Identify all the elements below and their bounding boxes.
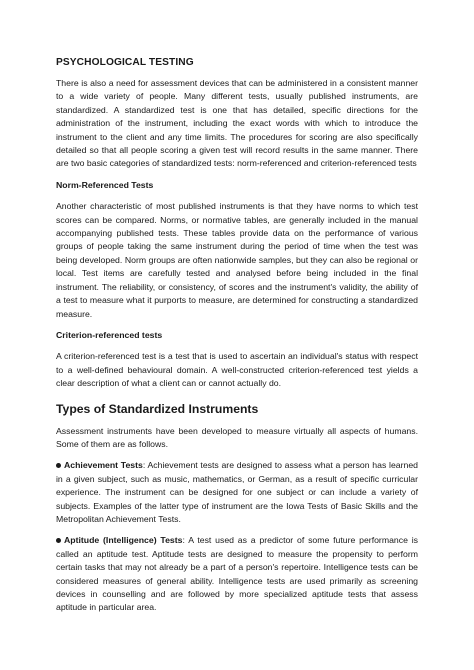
list-item-term: Aptitude (Intelligence) Tests bbox=[64, 535, 183, 546]
bullet-icon bbox=[56, 463, 61, 468]
list-item-term: Achievement Tests bbox=[64, 460, 143, 471]
list-item-text: : A test used as a predictor of some future performance is called an aptitude test. Aptitude tests are designed to measure the propensity to perform certain tasks that may not already be a part of a person's repertoire. Intelligence tests can be considered measures of general ability. Intelligence tests are used primarily as screening devices in counselling and are followed by more specialized aptitude tests that assess aptitude in particular area. bbox=[56, 535, 418, 613]
bullet-icon bbox=[56, 538, 61, 543]
intro-paragraph: There is also a need for assessment devices that can be administered in a consistent manner to a wide variety of people. Many different tests, usually published instruments, are standardized. A standardized test is one that has detailed, specific directions for the administration of the instrument, including the exact words with which to introduce the instrument to the client and any time limits. The procedures for scoring are also specifically detailed so that all people scoring a given test will record results in the same manner. There are two basic categories of standardized tests: norm-referenced and criterion-referenced tests bbox=[56, 78, 418, 169]
document-body bbox=[56, 57, 418, 615]
norm-referenced-heading: Norm-Referenced Tests bbox=[56, 179, 154, 190]
list-item bbox=[56, 534, 418, 614]
types-heading: Types of Standardized Instruments bbox=[56, 401, 259, 416]
types-intro-paragraph: Assessment instruments have been developed to measure virtually all aspects of humans. Some of them are as follows. bbox=[56, 425, 418, 449]
norm-referenced-paragraph: Another characteristic of most published instruments is that they have norms to which test scores can be compared. Norms, or normative tables, are generally included in the manual accompanying published tests. These tables provide data on the performance of various groups of people taking the same instrument during the period of time when the test was being developed. Norm groups are often nationwide samples, but they can also be regional or local. Test items are carefully tested and analysed before being included in the final instrument. The reliability, or consistency, of scores and the instrument's validity, the ability of a test to measure what it purports to measure, are determined for constructing a standardized measure. bbox=[56, 201, 418, 319]
list-item bbox=[56, 459, 418, 526]
criterion-referenced-paragraph: A criterion-referenced test is a test that is used to ascertain an individual's status with respect to a well-defined behavioural domain. A well-constructed criterion-referenced test yields a clear description of what a client can or cannot actually do. bbox=[56, 351, 418, 389]
criterion-referenced-heading: Criterion-referenced tests bbox=[56, 329, 163, 340]
page-title: PSYCHOLOGICAL TESTING bbox=[56, 57, 194, 68]
list-item-text: : Achievement tests are designed to assess what a person has learned in a given subject, such as music, mathematics, or German, as a result of specific curricular experience. The instrument can be designed for one subject or can include a variety of subjects. Examples of the latter type of instrument are the Iowa Tests of Basic Skills and the Metropolitan Achievement Tests. bbox=[56, 460, 418, 524]
